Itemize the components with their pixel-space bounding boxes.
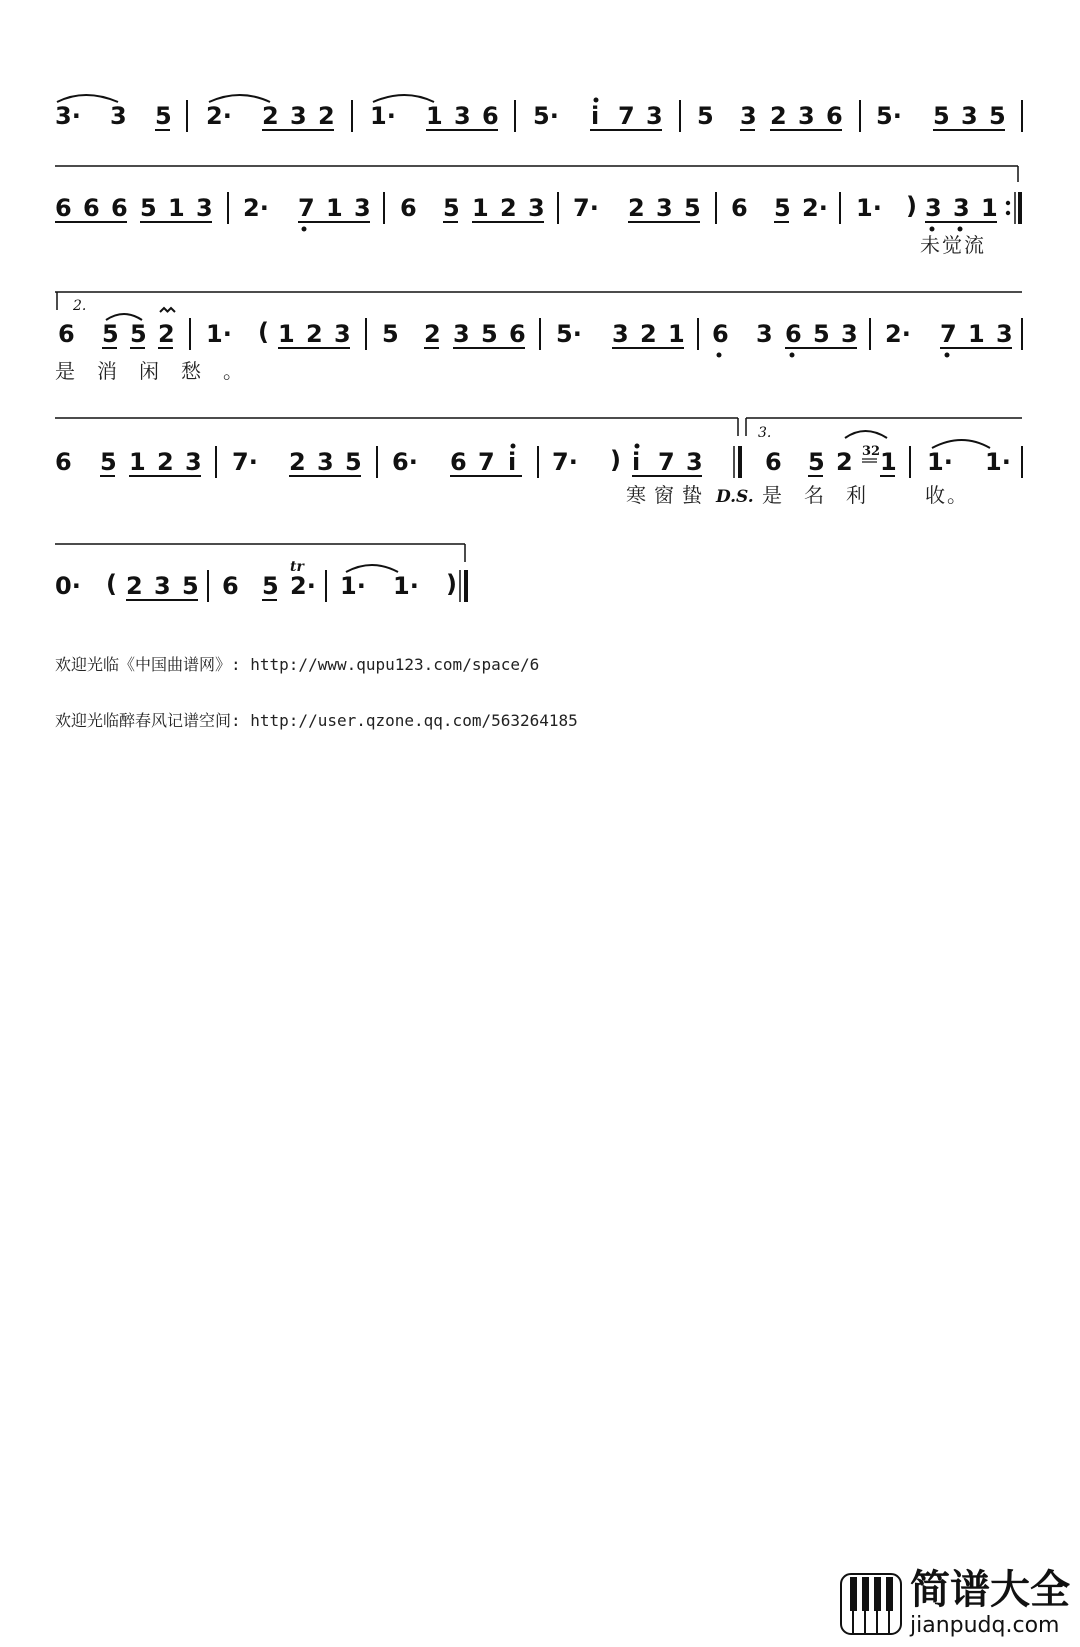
lyric-line-3: 是消闲愁。 <box>55 359 265 383</box>
score-line-5 <box>55 559 466 602</box>
svg-text:6: 6 <box>55 448 72 476</box>
svg-text:2·: 2· <box>290 572 316 600</box>
svg-text:5: 5 <box>382 320 399 348</box>
ds-marking: D.S. <box>716 487 754 507</box>
svg-text:1: 1 <box>472 194 489 222</box>
svg-text:1·: 1· <box>340 572 366 600</box>
svg-text:3: 3 <box>453 320 470 348</box>
svg-text:5: 5 <box>100 448 117 476</box>
svg-text:3: 3 <box>154 572 171 600</box>
svg-text:(: ( <box>258 318 269 346</box>
svg-text:3: 3 <box>656 194 673 222</box>
svg-text:6: 6 <box>450 448 467 476</box>
logo-title: 简谱大全 <box>910 1567 1070 1613</box>
svg-text:2: 2 <box>157 448 174 476</box>
svg-text:5: 5 <box>989 102 1006 130</box>
svg-text:7: 7 <box>618 102 635 130</box>
svg-text:1·: 1· <box>370 102 396 130</box>
svg-text:2: 2 <box>318 102 335 130</box>
svg-text:3: 3 <box>841 320 858 348</box>
svg-text:3: 3 <box>925 194 942 222</box>
lyric-line-4c: 收。 <box>925 483 969 507</box>
svg-text:7·: 7· <box>232 448 258 476</box>
svg-text:1: 1 <box>168 194 185 222</box>
svg-text:2: 2 <box>770 102 787 130</box>
svg-text:7: 7 <box>298 194 315 222</box>
svg-text:5·: 5· <box>556 320 582 348</box>
svg-text:6: 6 <box>222 572 239 600</box>
footer-link-qupu[interactable]: 欢迎光临《中国曲谱网》: http://www.qupu123.com/space/6 <box>55 655 540 674</box>
svg-text:3: 3 <box>196 194 213 222</box>
svg-text:6: 6 <box>111 194 128 222</box>
svg-text:3: 3 <box>185 448 202 476</box>
svg-text:2·: 2· <box>206 102 232 130</box>
svg-text:5·: 5· <box>533 102 559 130</box>
svg-text:2·: 2· <box>243 194 269 222</box>
svg-text:3: 3 <box>290 102 307 130</box>
svg-text:): ) <box>906 192 917 220</box>
svg-text:3·: 3· <box>55 102 81 130</box>
svg-text:i: i <box>508 448 517 476</box>
svg-text:7: 7 <box>940 320 957 348</box>
svg-text:7·: 7· <box>573 194 599 222</box>
svg-text:): ) <box>446 570 457 598</box>
music-score <box>0 0 1080 760</box>
svg-text:6: 6 <box>765 448 782 476</box>
svg-text:3: 3 <box>334 320 351 348</box>
svg-text:5: 5 <box>155 102 172 130</box>
svg-text:1·: 1· <box>206 320 232 348</box>
svg-text:5: 5 <box>130 320 147 348</box>
svg-text:6: 6 <box>55 194 72 222</box>
svg-text:6: 6 <box>83 194 100 222</box>
svg-text:3: 3 <box>756 320 773 348</box>
svg-text:5: 5 <box>808 448 825 476</box>
svg-text:3: 3 <box>528 194 545 222</box>
svg-text:1·: 1· <box>856 194 882 222</box>
svg-text:5: 5 <box>933 102 950 130</box>
svg-text:5: 5 <box>481 320 498 348</box>
svg-text:2: 2 <box>836 448 853 476</box>
svg-text:5: 5 <box>684 194 701 222</box>
svg-text:i: i <box>632 448 641 476</box>
score-line-2 <box>55 192 1020 257</box>
volta-3-label: 3. <box>758 425 772 441</box>
svg-text:0·: 0· <box>55 572 81 600</box>
score-line-3 <box>55 308 1022 383</box>
svg-text:5: 5 <box>345 448 362 476</box>
logo-url: jianpudq.com <box>910 1613 1060 1638</box>
svg-text:6·: 6· <box>392 448 418 476</box>
svg-text:1·: 1· <box>927 448 953 476</box>
svg-text:3: 3 <box>740 102 757 130</box>
svg-text:(: ( <box>106 570 117 598</box>
svg-text:2·: 2· <box>885 320 911 348</box>
svg-text:5·: 5· <box>876 102 902 130</box>
lyric-line-2: 未觉流 <box>920 233 986 257</box>
svg-text:6: 6 <box>58 320 75 348</box>
svg-text:1: 1 <box>278 320 295 348</box>
svg-text:3: 3 <box>354 194 371 222</box>
svg-text:1·: 1· <box>985 448 1011 476</box>
svg-text:5: 5 <box>182 572 199 600</box>
svg-text:3: 3 <box>996 320 1013 348</box>
svg-text:7: 7 <box>478 448 495 476</box>
svg-text:6: 6 <box>400 194 417 222</box>
svg-text:1: 1 <box>981 194 998 222</box>
svg-text:1: 1 <box>129 448 146 476</box>
svg-text:6: 6 <box>482 102 499 130</box>
lyric-line-4a: 寒窗蛰 <box>626 483 710 507</box>
svg-text:1: 1 <box>326 194 343 222</box>
svg-text:3: 3 <box>686 448 703 476</box>
svg-text:i: i <box>591 102 600 130</box>
svg-text:5: 5 <box>697 102 714 130</box>
svg-text:3: 3 <box>612 320 629 348</box>
svg-text:1·: 1· <box>393 572 419 600</box>
svg-text:6: 6 <box>712 320 729 348</box>
footer-link-qzone[interactable]: 欢迎光临醉春风记谱空间: http://user.qzone.qq.com/563264185 <box>55 711 578 730</box>
grace-notes: 32 <box>862 444 881 459</box>
svg-text:3: 3 <box>961 102 978 130</box>
piano-keys-icon <box>840 1573 902 1635</box>
svg-text:2: 2 <box>640 320 657 348</box>
volta-2-label: 2. <box>73 298 87 314</box>
svg-text:2: 2 <box>158 320 175 348</box>
svg-text:3: 3 <box>953 194 970 222</box>
svg-text:1: 1 <box>968 320 985 348</box>
svg-text:5: 5 <box>102 320 119 348</box>
svg-text:6: 6 <box>785 320 802 348</box>
trill-marking: tr <box>290 559 304 575</box>
svg-text:2: 2 <box>126 572 143 600</box>
svg-text:1: 1 <box>668 320 685 348</box>
svg-text:2: 2 <box>306 320 323 348</box>
svg-text:2·: 2· <box>802 194 828 222</box>
svg-text:2: 2 <box>500 194 517 222</box>
lyric-line-4b: 是名利 <box>762 483 888 507</box>
svg-text:3: 3 <box>798 102 815 130</box>
svg-text:): ) <box>610 446 621 474</box>
svg-text:5: 5 <box>262 572 279 600</box>
svg-text:5: 5 <box>774 194 791 222</box>
svg-text:3: 3 <box>110 102 127 130</box>
svg-text:5: 5 <box>443 194 460 222</box>
svg-text:7·: 7· <box>552 448 578 476</box>
svg-text:6: 6 <box>509 320 526 348</box>
svg-text:3: 3 <box>646 102 663 130</box>
svg-text:7: 7 <box>658 448 675 476</box>
svg-text:5: 5 <box>140 194 157 222</box>
svg-text:1: 1 <box>426 102 443 130</box>
svg-text:1: 1 <box>880 448 897 476</box>
score-line-1 <box>55 95 1022 132</box>
svg-text:6: 6 <box>731 194 748 222</box>
svg-text:2: 2 <box>262 102 279 130</box>
svg-text:6: 6 <box>826 102 843 130</box>
svg-text:3: 3 <box>317 448 334 476</box>
svg-text:2: 2 <box>289 448 306 476</box>
svg-text:2: 2 <box>424 320 441 348</box>
svg-text:2: 2 <box>628 194 645 222</box>
svg-text:5: 5 <box>813 320 830 348</box>
site-logo <box>840 1567 1070 1639</box>
score-line-4 <box>55 431 1022 507</box>
svg-text:3: 3 <box>454 102 471 130</box>
